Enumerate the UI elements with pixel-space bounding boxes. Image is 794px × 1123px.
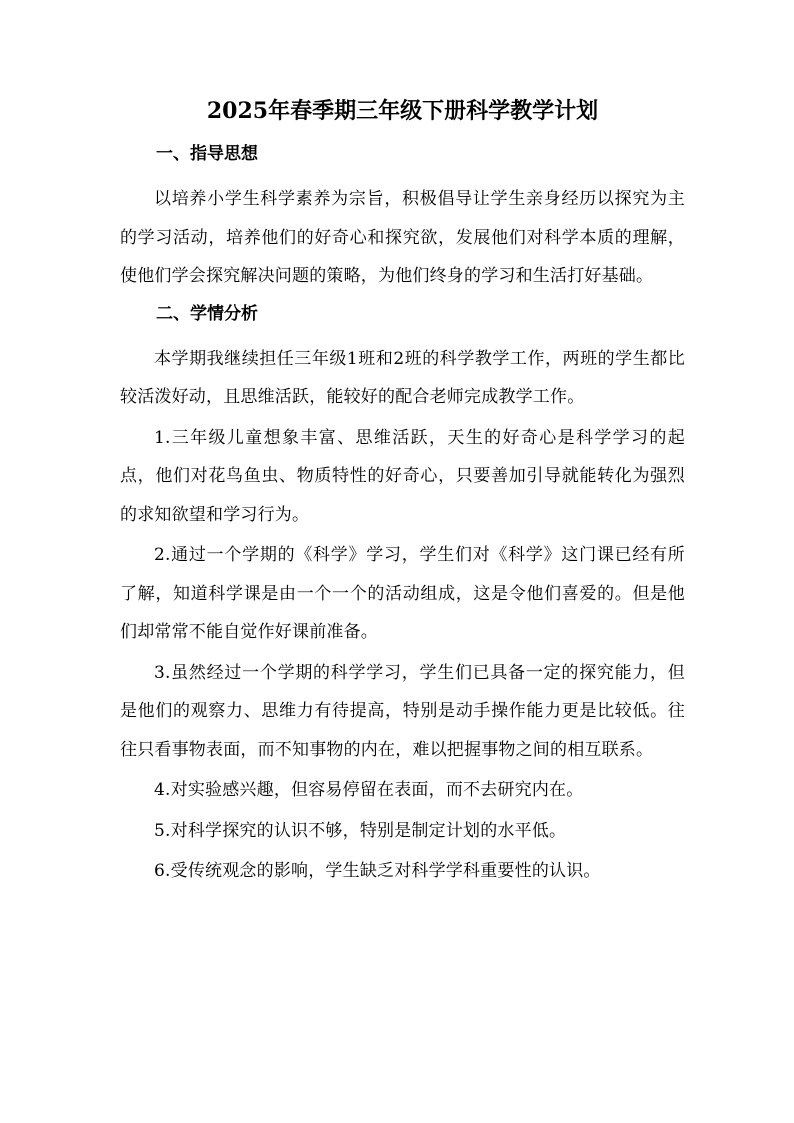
paragraph-guiding-ideology: 以培养小学生科学素养为宗旨，积极倡导让学生亲身经历以探究为主的学习活动，培养他们的好奇心和探究欲，发展他们对科学本质的理解，使他们学会探究解决问题的策略，为他们终身的学习和生活打好基础。: [120, 189, 685, 286]
paragraph-point-6: 6.受传统观念的影响，学生缺乏对科学学科重要性的认识。: [154, 861, 601, 881]
section-heading-guiding-ideology: 一、指导思想: [156, 144, 258, 164]
document-title: 2025年春季期三年级下册科学教学计划: [206, 98, 599, 124]
paragraph-point-5: 5.对科学探究的认识不够，特别是制定计划的水平低。: [154, 820, 567, 841]
document-page: [120, 96, 685, 893]
paragraph-class-overview: 本学期我继续担任三年级1班和2班的科学教学工作，两班的学生都比较活泼好动，且思维活跃，能较好的配合老师完成教学工作。: [120, 348, 685, 407]
section-heading-student-analysis: 二、学情分析: [156, 303, 258, 324]
paragraph-point-1: 1.三年级儿童想象丰富、思维活跃，天生的好奇心是科学学习的起点，他们对花鸟鱼虫、物质特性的好奇心，只要善加引导就能转化为强烈的求知欲望和学习行为。: [120, 427, 685, 525]
paragraph-point-3: 3.虽然经过一个学期的科学学习，学生们已具备一定的探究能力，但是他们的观察力、思维力有待提高，特别是动手操作能力更是比较低。往往只看事物表面，而不知事物的内在，难以把握事物之间的相互联系。: [120, 662, 685, 760]
paragraph-point-4: 4.对实验感兴趣，但容易停留在表面，而不去研究内在。: [154, 780, 584, 800]
paragraph-point-2: 2.通过一个学期的《科学》学习，学生们对《科学》这门课已经有所了解，知道科学课是由一个一个的活动组成，这是令他们喜爱的。但是他们却常常不能自觉作好课前准备。: [120, 545, 685, 642]
